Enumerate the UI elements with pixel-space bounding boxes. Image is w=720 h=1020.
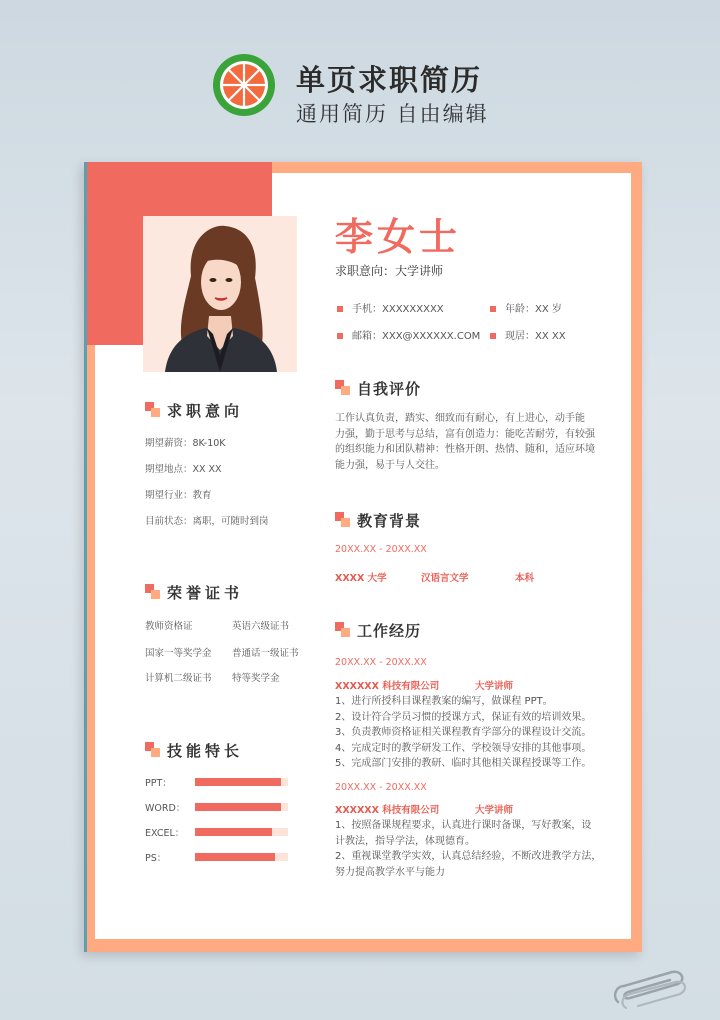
education-major: 汉语言文学 xyxy=(421,573,469,584)
bullet-square-icon xyxy=(490,306,496,312)
section-square-icon xyxy=(145,584,161,600)
section-square-icon xyxy=(335,512,351,528)
section-skills: 技能特长 xyxy=(145,740,243,761)
work-date: 20XX.XX - 20XX.XX xyxy=(335,657,427,668)
section-job-intent: 求职意向 xyxy=(145,400,243,421)
work-company: XXXXXX 科技有限公司 xyxy=(335,805,440,816)
skill-bar-fill xyxy=(195,853,275,861)
honor-item: 特等奖学金 xyxy=(232,673,280,684)
skill-label: PS： xyxy=(145,853,167,864)
paperclip-icon xyxy=(610,962,690,1012)
skill-label: EXCEL： xyxy=(145,828,185,839)
section-education: 教育背景 xyxy=(335,510,421,531)
work-date: 20XX.XX - 20XX.XX xyxy=(335,782,427,793)
skill-bar xyxy=(195,828,288,836)
education-degree: 本科 xyxy=(515,573,535,584)
honor-item: 教师资格证 xyxy=(145,621,193,632)
header-subtitle: 通用简历 自由编辑 xyxy=(296,102,489,126)
job-intent-item: 期望地点：XX XX xyxy=(145,464,222,475)
contact-residence: 现居：XX XX xyxy=(490,327,566,342)
bullet-square-icon xyxy=(490,333,496,339)
skill-label: WORD： xyxy=(145,803,186,814)
section-work: 工作经历 xyxy=(335,620,421,641)
work-duties: 1、进行所授科目课程教案的编写，做课程 PPT。 2、设计符合学员习惯的授课方式，保证有效的培训效果。 3、负责教师资格证相关课程教育学部分的课程设计交流。 4、完成定时的教学研发工作、学校领导安排的其他事项。 5、完成部门安排的教研、临时其他相关课程授课等工作。 xyxy=(335,696,592,769)
skill-bar xyxy=(195,778,288,786)
work-position: 大学讲师 xyxy=(475,805,514,816)
honor-item: 国家一等奖学金 xyxy=(145,648,212,659)
header-title: 单页求职简历 xyxy=(296,63,483,97)
bullet-square-icon xyxy=(337,306,343,312)
honor-item: 英语六级证书 xyxy=(232,621,290,632)
work-position: 大学讲师 xyxy=(475,681,514,692)
work-duties: 1、按照备课规程要求，认真进行课时备课，写好教案，设 计教法，指导学法，体现德育。 2、重视课堂教学实效，认真总结经验，不断改进教学方法， 努力提高教学水平与能力 xyxy=(335,820,602,878)
job-intent-item: 目前状态：离职，可随时到岗 xyxy=(145,516,269,527)
skill-bar-fill xyxy=(195,778,281,786)
honor-item: 普通话一级证书 xyxy=(232,648,299,659)
intent-line: 求职意向：大学讲师 xyxy=(335,264,444,278)
work-company: XXXXXX 科技有限公司 xyxy=(335,681,440,692)
section-self-eval: 自我评价 xyxy=(335,378,421,399)
education-date: 20XX.XX - 20XX.XX xyxy=(335,544,427,555)
contact-phone: 手机：XXXXXXXXX xyxy=(337,300,444,315)
job-intent-item: 期望薪资：8K-10K xyxy=(145,438,226,449)
grapefruit-logo-icon xyxy=(211,52,277,118)
contact-email: 邮箱：XXX@XXXXXX.COM xyxy=(337,327,480,342)
candidate-name: 李女士 xyxy=(335,215,462,259)
education-school: XXXX 大学 xyxy=(335,573,387,584)
skill-bar-fill xyxy=(195,803,281,811)
skill-bar xyxy=(195,853,288,861)
contact-age: 年龄：XX 岁 xyxy=(490,300,562,315)
skill-label: PPT： xyxy=(145,778,172,789)
section-square-icon xyxy=(145,402,161,418)
profile-photo xyxy=(143,216,297,372)
self-eval-text: 工作认真负责，踏实、细致而有耐心，有上进心，动手能 力强，勤于思考与总结，富有创造力：能吃苦耐劳，有较强 的组织能力和团队精神：性格开朗、热情、随和，适应环境 能力强，易于与人交往。 xyxy=(335,413,595,471)
section-honors: 荣誉证书 xyxy=(145,582,243,603)
section-square-icon xyxy=(145,742,161,758)
section-square-icon xyxy=(335,380,351,396)
bullet-square-icon xyxy=(337,333,343,339)
section-square-icon xyxy=(335,622,351,638)
job-intent-item: 期望行业：教育 xyxy=(145,490,212,501)
honor-item: 计算机二级证书 xyxy=(145,673,212,684)
skill-bar xyxy=(195,803,288,811)
skill-bar-fill xyxy=(195,828,272,836)
